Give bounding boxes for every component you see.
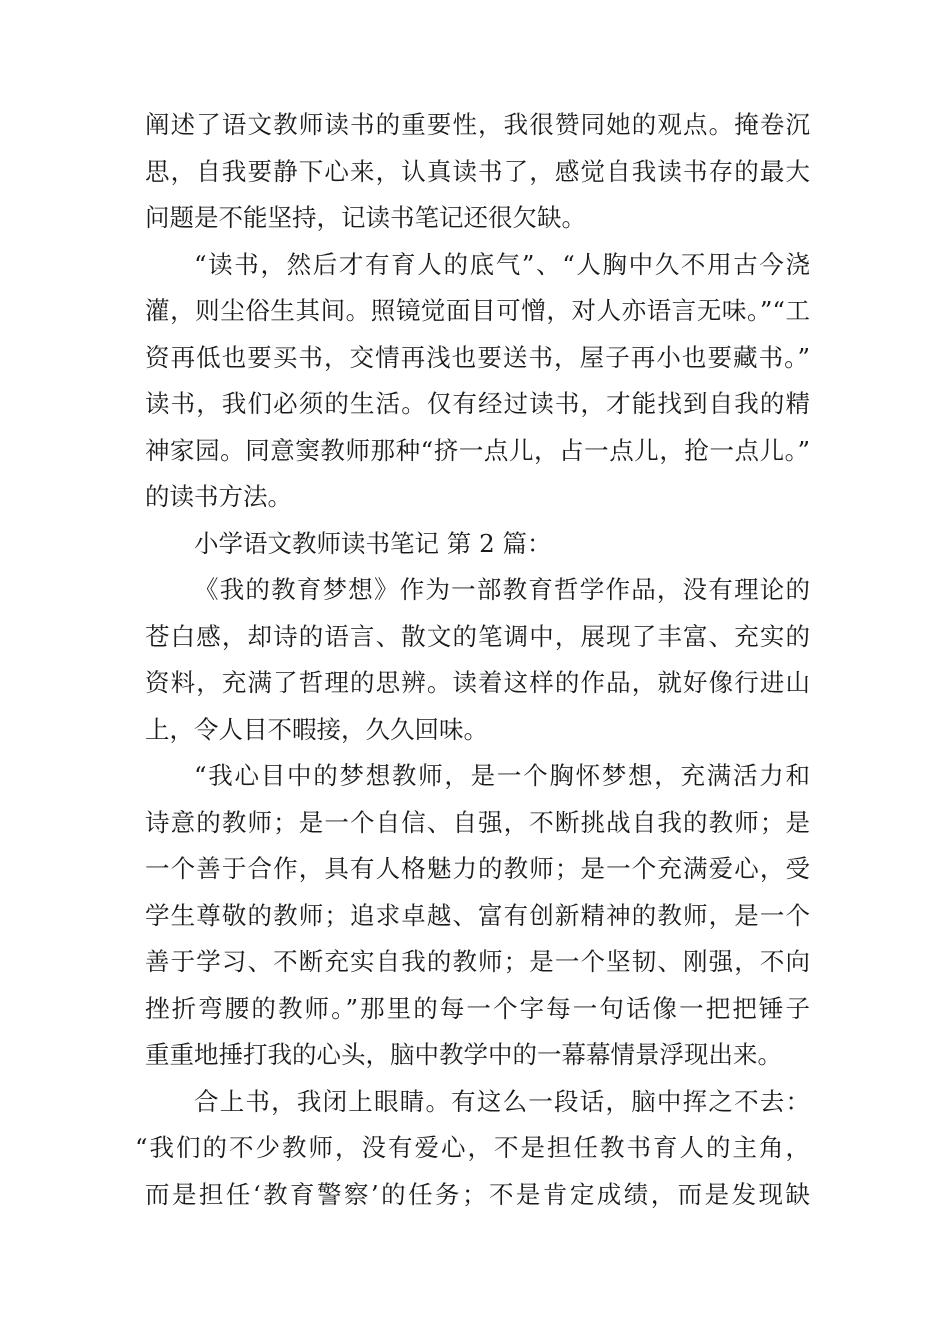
text-line: 的读书方法。	[145, 482, 292, 511]
paragraph-1	[145, 102, 810, 242]
paragraph-2	[145, 242, 810, 521]
text-line: 苍白感，却诗的语言、散文的笔调中，展现了丰富、充实的	[145, 621, 810, 651]
text-line: 而是担任‘教育警察’的任务；不是肯定成绩，而是发现缺	[145, 1179, 810, 1209]
text-line: 合上书，我闭上眼睛。有这么一段话，脑中挥之不去：	[194, 1086, 810, 1116]
text-line: “我心目中的梦想教师，是一个胸怀梦想，充满活力和	[194, 761, 810, 790]
text-line: 问题是不能坚持，记读书笔记还很欠缺。	[145, 203, 586, 232]
text-line: 善于学习、不断充实自我的教师；是一个坚韧、刚强，不向	[145, 947, 810, 976]
text-line: 思，自我要静下心来，认真读书了，感觉自我读书存的最大	[145, 156, 810, 186]
text-line: 上，令人目不暇接，久久回味。	[145, 714, 488, 744]
text-line: 资料，充满了哲理的思辨。读着这样的作品，就好像行进山	[145, 668, 810, 697]
paragraph-5	[135, 1079, 810, 1219]
section-heading	[145, 521, 810, 568]
text-line: “读书，然后才有育人的底气”、“人胸中久不用古今浇	[194, 249, 810, 279]
text-line: 阐述了语文教师读书的重要性，我很赞同她的观点。掩卷沉	[145, 110, 810, 139]
paragraph-4	[145, 753, 810, 1079]
text-line: 一个善于合作，具有人格魅力的教师；是一个充满爱心，受	[145, 854, 810, 883]
text-line: 重重地捶打我的心头，脑中教学中的一幕幕情景浮现出来。	[145, 1040, 782, 1069]
text-line: 灌，则尘俗生其间。照镜觉面目可憎，对人亦语言无味。”“工	[145, 296, 810, 325]
text-line: 《我的教育梦想》作为一部教育哲学作品，没有理论的	[194, 575, 810, 604]
text-line: 挫折弯腰的教师。”那里的每一个字每一句话像一把把锤子	[145, 993, 810, 1023]
paragraph-3	[145, 567, 810, 753]
text-line: 资再低也要买书，交情再浅也要送书，屋子再小也要藏书。”	[145, 342, 810, 372]
document-body	[135, 102, 810, 1218]
text-line: 学生尊敬的教师；追求卓越、富有创新精神的教师，是一个	[145, 900, 810, 930]
text-line: “我们的不少教师，没有爱心，不是担任教书育人的主角，	[135, 1133, 810, 1162]
section-title: 小学语文教师读书笔记 第 2 篇：	[194, 528, 552, 558]
text-line: 神家园。同意窦教师那种“挤一点儿，占一点儿，抢一点儿。”	[145, 435, 810, 465]
text-line: 读书，我们必须的生活。仅有经过读书，才能找到自我的精	[145, 389, 810, 418]
text-line: 诗意的教师；是一个自信、自强，不断挑战自我的教师；是	[145, 807, 810, 837]
